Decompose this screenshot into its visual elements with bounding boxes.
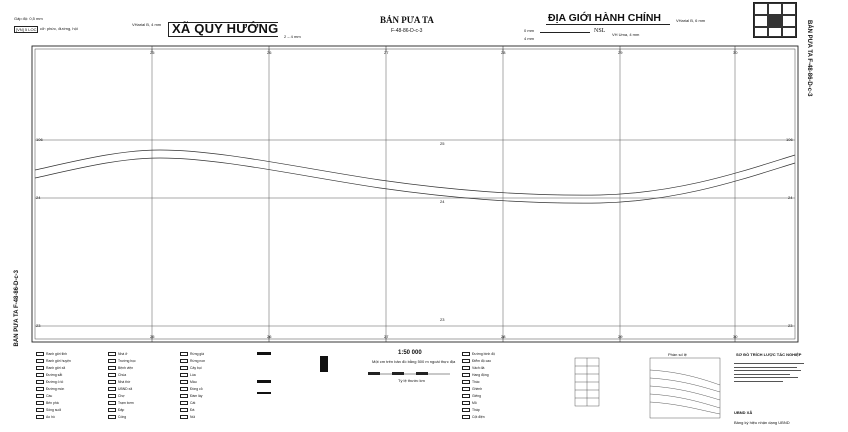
grid-label-right: 24: [788, 195, 793, 200]
admin-sub-note: VH Uma, 4 mm: [612, 32, 640, 37]
legend-item: Ranh giới huyện: [46, 358, 71, 363]
legend-item: Núi: [190, 414, 196, 419]
right-panel-text-lines: [734, 360, 804, 404]
grid-label-left: 24: [36, 195, 41, 200]
ubnd-note: UBND XÃ: [734, 410, 753, 415]
grid-label-left: 106: [36, 137, 43, 142]
legend-column-4: [462, 350, 495, 420]
grid-horizontal-lines: [35, 140, 795, 326]
legend-column-1: [36, 350, 71, 420]
grid-label-right: 106: [786, 137, 793, 142]
legend-column-3: [180, 350, 205, 420]
legend-item: Cột điện: [472, 414, 485, 419]
legend-item: Giếng: [472, 393, 482, 398]
grid-label-top: 30: [733, 50, 738, 55]
grid-label-inner: 23: [440, 317, 445, 322]
sheet-title: BẢN PƯA TA: [380, 15, 434, 25]
gap-note: Gấp độ: 0,5 mm: [14, 16, 43, 21]
grid-vertical-lines: [152, 49, 738, 339]
right-panel-title-2: SƠ ĐỒ TRÍCH LƯỢC TÁC NGHIỆP: [736, 352, 802, 357]
grid-label-bottom: 29: [618, 334, 623, 339]
legend-item: Đập: [118, 407, 125, 412]
legend-item: Cống: [118, 414, 127, 419]
grid-label-top: 26: [267, 50, 272, 55]
loc-box: [VN] 5 LOC: [16, 27, 37, 32]
name-font-note: VHarial B, 4 mm: [132, 22, 162, 27]
legend-item: Chợ: [118, 393, 125, 398]
grid-label-inner: 24: [440, 199, 445, 204]
legend-item: UBND xã: [118, 386, 133, 391]
admin-font-note: VHarial B, 6 mm: [676, 18, 706, 23]
legend-table: [575, 358, 599, 406]
legend-item: Rừng non: [190, 358, 206, 363]
grid-label-top: 25: [150, 50, 155, 55]
grid-label-bottom: 26: [267, 334, 272, 339]
sheet-code: F-48-86-D-c-3: [391, 28, 423, 34]
admin-boundary-title: ĐỊA GIỚI HÀNH CHÍNH: [548, 12, 661, 24]
legend-item: Sông suối: [46, 407, 62, 412]
legend-item: Điểm độ cao: [472, 358, 492, 363]
mm-b: 4 mm: [524, 36, 534, 41]
side-title-left: BẢN PƯA TA F-48-86-D-c-3: [14, 270, 20, 347]
legend-item: Nhà ở: [118, 351, 128, 356]
legend-fill-strips: [257, 352, 328, 394]
grid-label-bottom: 28: [501, 334, 506, 339]
legend-item: Đường ô tô: [46, 379, 64, 384]
road-double-line: [35, 150, 795, 203]
sheet-index-box: [753, 2, 797, 38]
scale-bar-graphic: [368, 372, 450, 375]
admin-sub-text: NSL: [594, 28, 606, 34]
legend-item: Cát: [190, 400, 196, 405]
legend-item: Đường bình độ: [472, 351, 495, 356]
admin-boundary-underline: [546, 24, 670, 25]
side-title-right: BẢN PƯA TA F-48-86-D-c-3: [806, 20, 812, 97]
legend-column-2: [108, 350, 136, 420]
right-panel-title-1: Phần số lệ: [668, 352, 687, 357]
grid-label-top: 27: [384, 50, 389, 55]
grid-label-inner: 25: [440, 141, 445, 146]
admin-sub-line: [540, 32, 590, 33]
legend-item: Trạm bơm: [118, 400, 134, 405]
legend-item: Nhà thờ: [118, 379, 131, 384]
legend-item: Bến phà: [46, 400, 59, 405]
legend-item: Rừng già: [190, 351, 204, 356]
legend-item: Đường mòn: [46, 386, 65, 391]
frame-ticks: [152, 46, 738, 342]
ubnd-sub-note: Bảng ký hiệu nhận dạng UBND: [734, 420, 790, 425]
scale-ratio: 1:50 000: [398, 350, 422, 356]
legend-item: Ghềnh: [472, 386, 483, 391]
scale-line-1: Một cm trên bản đồ bằng 500 m ngoài thực địa: [372, 359, 456, 364]
grid-label-top: 28: [501, 50, 506, 55]
commune-name: XÃ QUY HƯỚNG: [172, 21, 279, 36]
legend-item: Màu: [190, 379, 197, 384]
legend-item: Vách đá: [472, 365, 485, 370]
legend-item: Cầu: [46, 393, 53, 398]
legend-item: Mỏ: [472, 400, 477, 405]
mm-a: 0 mm: [524, 28, 534, 33]
legend-item: Trường học: [118, 358, 136, 363]
legend-item: Tháp: [472, 407, 480, 412]
legend-item: Đầm lầy: [190, 393, 203, 398]
grid-label-bottom: 27: [384, 334, 389, 339]
legend-item: Thác: [472, 379, 480, 384]
name-sub-note: 2 – 4 mm: [284, 34, 301, 39]
legend-item: Bệnh viện: [118, 365, 134, 370]
legend-item: Ranh giới tỉnh: [46, 351, 68, 356]
grid-label-right: 23: [788, 323, 793, 328]
legend-item: Ranh giới xã: [46, 365, 66, 370]
loc-box-text: cỡ: phức, đường, hội: [40, 26, 78, 31]
legend-item: Cây bụi: [190, 365, 202, 370]
grid-label-bottom: 30: [733, 334, 738, 339]
legend-item: Hang động: [472, 372, 489, 377]
legend-item: Đá: [190, 407, 195, 412]
grid-label-left: 23: [36, 323, 41, 328]
grid-label-bottom: 25: [150, 334, 155, 339]
legend-item: Ao hồ: [46, 414, 55, 419]
legend-item: Đồng cỏ: [190, 386, 203, 391]
grid-label-top: 29: [618, 50, 623, 55]
legend-item: Chùa: [118, 372, 127, 377]
right-panel-diagram: [650, 358, 720, 418]
legend-item: Đường sắt: [46, 372, 63, 377]
legend-item: Lúa: [190, 372, 196, 377]
scale-line-2: Tỷ lệ thước km: [398, 378, 425, 383]
